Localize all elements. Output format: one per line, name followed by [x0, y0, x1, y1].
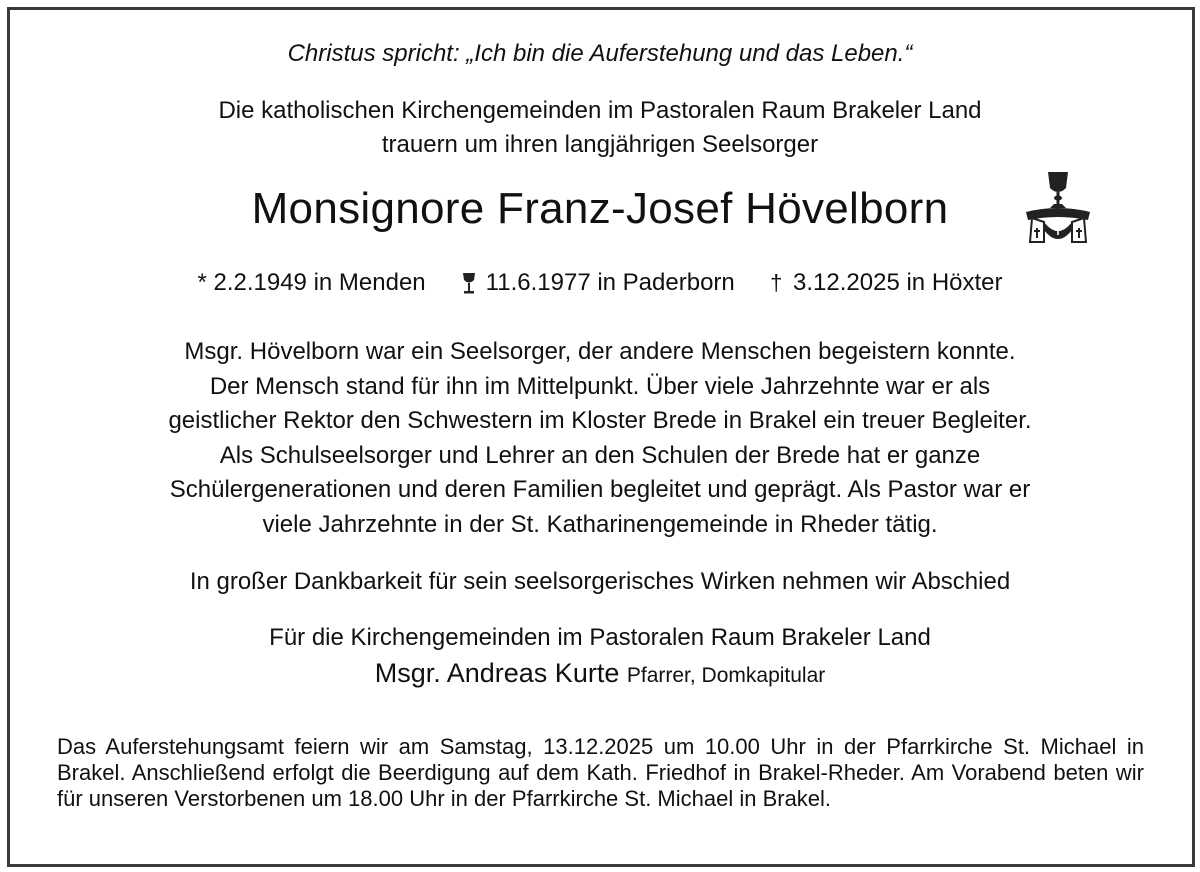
tribute-paragraph: [0, 335, 1200, 542]
life-dates: [0, 268, 1200, 297]
birth-date: * 2.2.1949 in Menden: [197, 268, 426, 296]
farewell-line: In großer Dankbarkeit für sein seelsorgerisches Wirken nehmen wir Abschied: [189, 568, 1011, 595]
tribute-line: Schülergenerationen und deren Familien begleitet und geprägt. Als Pastor war er: [169, 476, 1031, 503]
tribute-line: Der Mensch stand für ihn im Mittelpunkt. Über viele Jahrzehnte war er als: [209, 372, 991, 400]
signer-name: Msgr. Andreas Kurte: [374, 658, 620, 688]
tribute-line: Msgr. Hövelborn war ein Seelsorger, der andere Menschen begeistern konnte.: [184, 338, 1016, 365]
on-behalf-line: Für die Kirchengemeinden im Pastoralen Raum Brakeler Land: [269, 624, 931, 651]
signer-title: Pfarrer, Domkapitular: [626, 664, 826, 687]
intro-line-2: trauern um ihren langjährigen Seelsorger: [381, 131, 819, 158]
cross-icon: †: [770, 269, 783, 295]
chalice-stole-emblem-icon: [1022, 168, 1094, 248]
ordination-date: 11.6.1977 in Paderborn: [485, 268, 735, 296]
chalice-icon: [461, 271, 477, 295]
tribute-line: geistlicher Rektor den Schwestern im Kloster Brede in Brakel ein treuer Begleiter.: [168, 407, 1032, 434]
tribute-line: viele Jahrzehnte in der St. Katharinengemeinde in Rheder tätig.: [262, 510, 938, 538]
deceased-name: Monsignore Franz-Josef Hövelborn: [251, 184, 949, 233]
tribute-line: Als Schulseelsorger und Lehrer an den Schulen der Brede hat er ganze: [219, 441, 981, 469]
bible-quote: Christus spricht: „Ich bin die Auferstehung und das Leben.“: [287, 40, 913, 67]
service-notice: Das Auferstehungsamt feiern wir am Samstag, 13.12.2025 um 10.00 Uhr in der Pfarrkirche St. Michael in Brakel. Anschließend erfolgt die Beerdigung auf dem Kath. Friedhof in Brakel-Rheder. Am Vorabend beten wir für unseren Verstorbenen um 18.00 Uhr in der Pfarrkirche St. Michael in Brakel.: [57, 734, 1144, 811]
intro-line-1: Die katholischen Kirchengemeinden im Pastoralen Raum Brakeler Land: [218, 97, 982, 124]
death-date: 3.12.2025 in Höxter: [793, 268, 1003, 296]
signer: [0, 658, 1200, 689]
